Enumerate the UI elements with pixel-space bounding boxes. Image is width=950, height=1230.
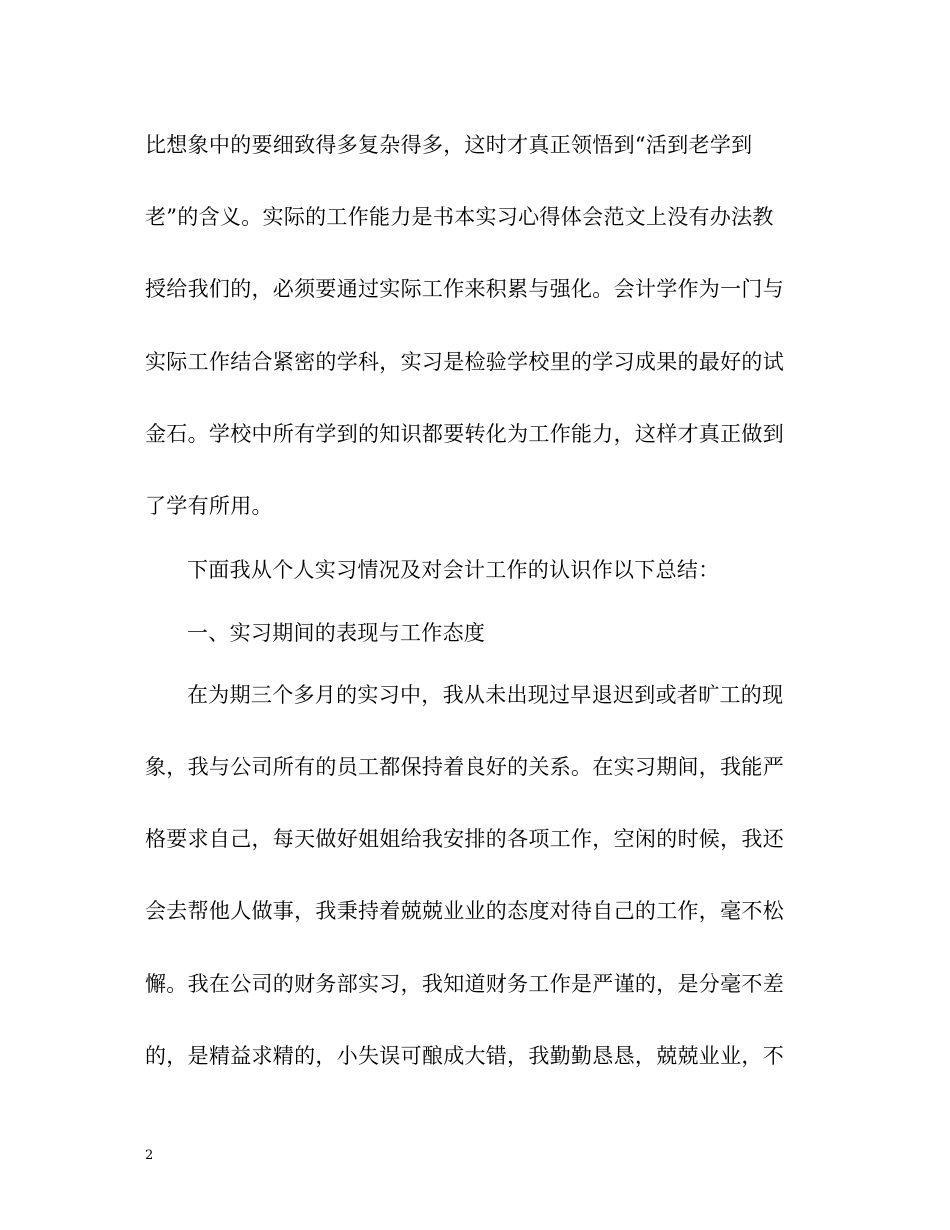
paragraph-line: 会去帮他人做事，我秉持着兢兢业业的态度对待自己的工作，毫不松 bbox=[145, 899, 784, 923]
paragraph-line: 实际工作结合紧密的学科，实习是检验学校里的学习成果的最好的试 bbox=[145, 350, 784, 374]
page-number: 2 bbox=[145, 1148, 154, 1163]
paragraph-line: 比想象中的要细致得多复杂得多，这时才真正领悟到“活到老学到 bbox=[145, 133, 753, 157]
paragraph-line: 懈。我在公司的财务部实习，我知道财务工作是严谨的，是分毫不差 bbox=[145, 972, 784, 996]
paragraph-line: 在为期三个多月的实习中，我从未出现过早退迟到或者旷工的现 bbox=[187, 683, 784, 707]
paragraph-line: 老”的含义。实际的工作能力是书本实习心得体会范文上没有办法教 bbox=[145, 205, 774, 229]
paragraph-line: 下面我从个人实习情况及对会计工作的认识作以下总结： bbox=[187, 558, 720, 582]
paragraph-line: 格要求自己，每天做好姐姐给我安排的各项工作，空闲的时候，我还 bbox=[145, 827, 784, 851]
paragraph-line: 象，我与公司所有的员工都保持着良好的关系。在实习期间，我能严 bbox=[145, 755, 784, 779]
paragraph-line: 金石。学校中所有学到的知识都要转化为工作能力，这样才真正做到 bbox=[145, 422, 784, 446]
paragraph-line: 授给我们的，必须要通过实际工作来积累与强化。会计学作为一门与 bbox=[145, 277, 784, 301]
section-heading: 一、实习期间的表现与工作态度 bbox=[187, 621, 486, 645]
paragraph-line: 的，是精益求精的，小失误可酿成大错，我勤勤恳恳，兢兢业业，不 bbox=[145, 1044, 784, 1068]
paragraph-line: 了学有所用。 bbox=[145, 494, 273, 518]
